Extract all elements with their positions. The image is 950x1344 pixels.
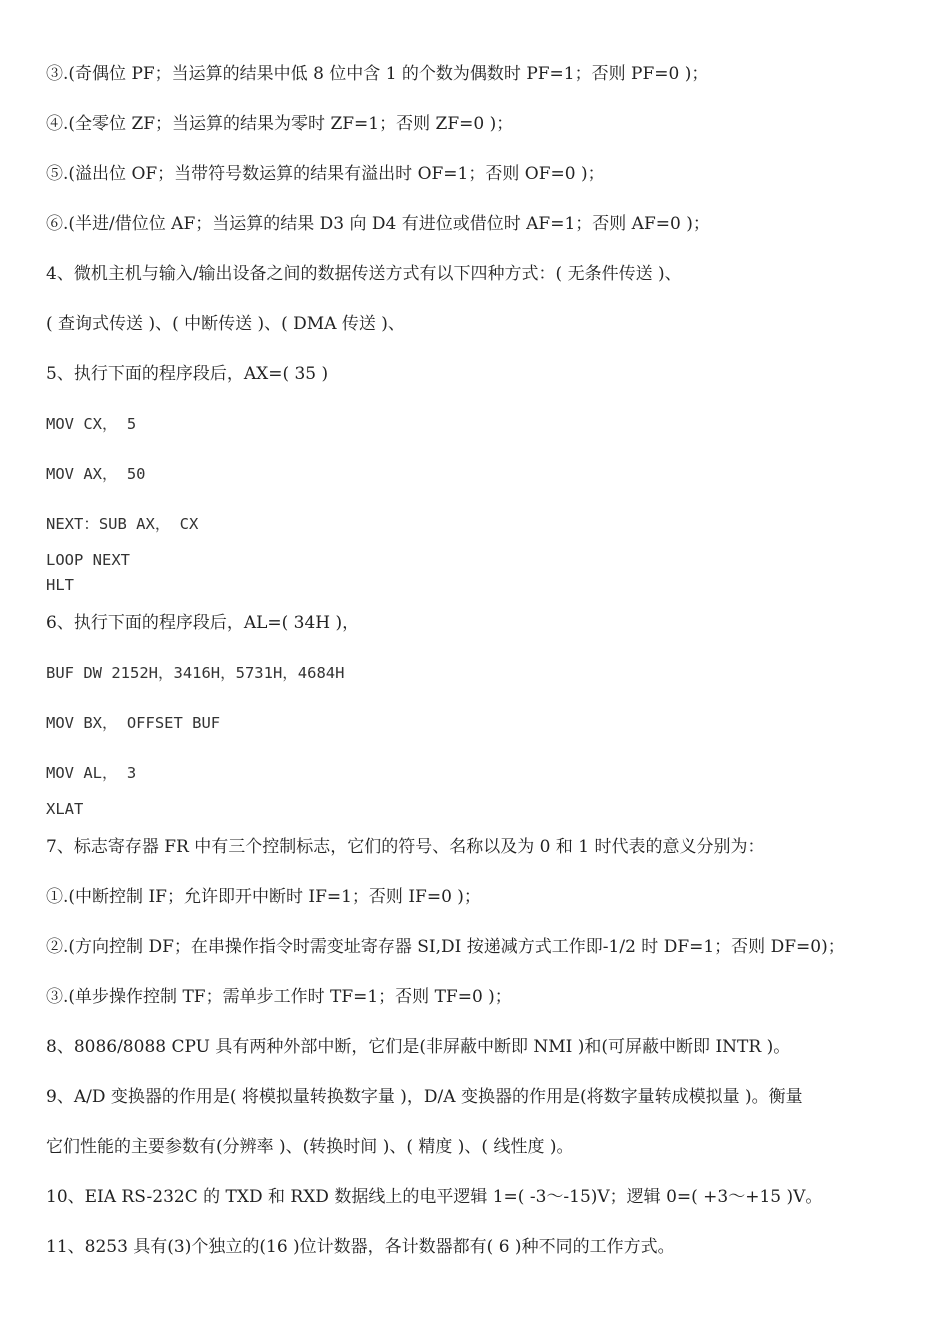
code-line: MOV AL， 3 (46, 764, 137, 782)
question-6-title: 6、执行下面的程序段后，AL=( 34H )， (46, 613, 360, 633)
code-line: LOOP NEXT (46, 551, 130, 569)
overflow-flag-line: ⑤.(溢出位 OF；当带符号数运算的结果有溢出时 OF=1；否则 OF=0 )； (46, 164, 605, 184)
aux-carry-flag-line: ⑥.(半进/借位位 AF；当运算的结果 D3 向 D4 有进位或借位时 AF=1；否则 AF=0 )； (46, 214, 710, 234)
trap-flag-line: ③.(单步操作控制 TF；需单步工作时 TF=1；否则 TF=0 )； (46, 987, 512, 1007)
code-line: NEXT：SUB AX， CX (46, 515, 199, 533)
code-line: MOV CX， 5 (46, 415, 137, 433)
question-11-line: 11、8253 具有(3)个独立的(16 )位计数器，各计数器都有( 6 )种不同的工作方式。 (46, 1237, 675, 1257)
parity-flag-line: ③.(奇偶位 PF；当运算的结果中低 8 位中含 1 的个数为偶数时 PF=1；否则 PF=0 )； (46, 64, 709, 84)
interrupt-flag-line: ①.(中断控制 IF；允许即开中断时 IF=1；否则 IF=0 )； (46, 887, 481, 907)
code-line: BUF DW 2152H，3416H，5731H，4684H (46, 664, 345, 682)
question-8-line: 8、8086/8088 CPU 具有两种外部中断，它们是(非屏蔽中断即 NMI )和(可屏蔽中断即 INTR )。 (46, 1037, 791, 1057)
question-4-line-2: ( 查询式传送 )、( 中断传送 )、( DMA 传送 )、 (46, 314, 405, 334)
code-line: MOV BX， OFFSET BUF (46, 714, 221, 732)
question-5-title: 5、执行下面的程序段后，AX=( 35 ) (46, 364, 329, 384)
question-9-line-1: 9、A/D 变换器的作用是( 将模拟量转换数字量 )，D/A 变换器的作用是(将数字量转成模拟量 )。衡量 (46, 1087, 803, 1107)
zero-flag-line: ④.(全零位 ZF；当运算的结果为零时 ZF=1；否则 ZF=0 )； (46, 114, 514, 134)
question-4-line-1: 4、微机主机与输入/输出设备之间的数据传送方式有以下四种方式：( 无条件传送 )、 (46, 264, 682, 284)
code-line: XLAT (46, 800, 84, 818)
code-line: HLT (46, 576, 74, 594)
code-line: MOV AX， 50 (46, 465, 146, 483)
question-9-line-2: 它们性能的主要参数有(分辨率 )、(转换时间 )、( 精度 )、( 线性度 )。 (46, 1137, 574, 1157)
question-10-line: 10、EIA RS-232C 的 TXD 和 RXD 数据线上的电平逻辑 1=( -3～-15)V；逻辑 0=( +3～+15 )V。 (46, 1187, 823, 1207)
direction-flag-line: ②.(方向控制 DF；在串操作指令时需变址寄存器 SI,DI 按递减方式工作即-1/2 时 DF=1；否则 DF=0)； (46, 937, 845, 957)
question-7-title: 7、标志寄存器 FR 中有三个控制标志，它们的符号、名称以及为 0 和 1 时代表的意义分别为： (46, 837, 765, 857)
